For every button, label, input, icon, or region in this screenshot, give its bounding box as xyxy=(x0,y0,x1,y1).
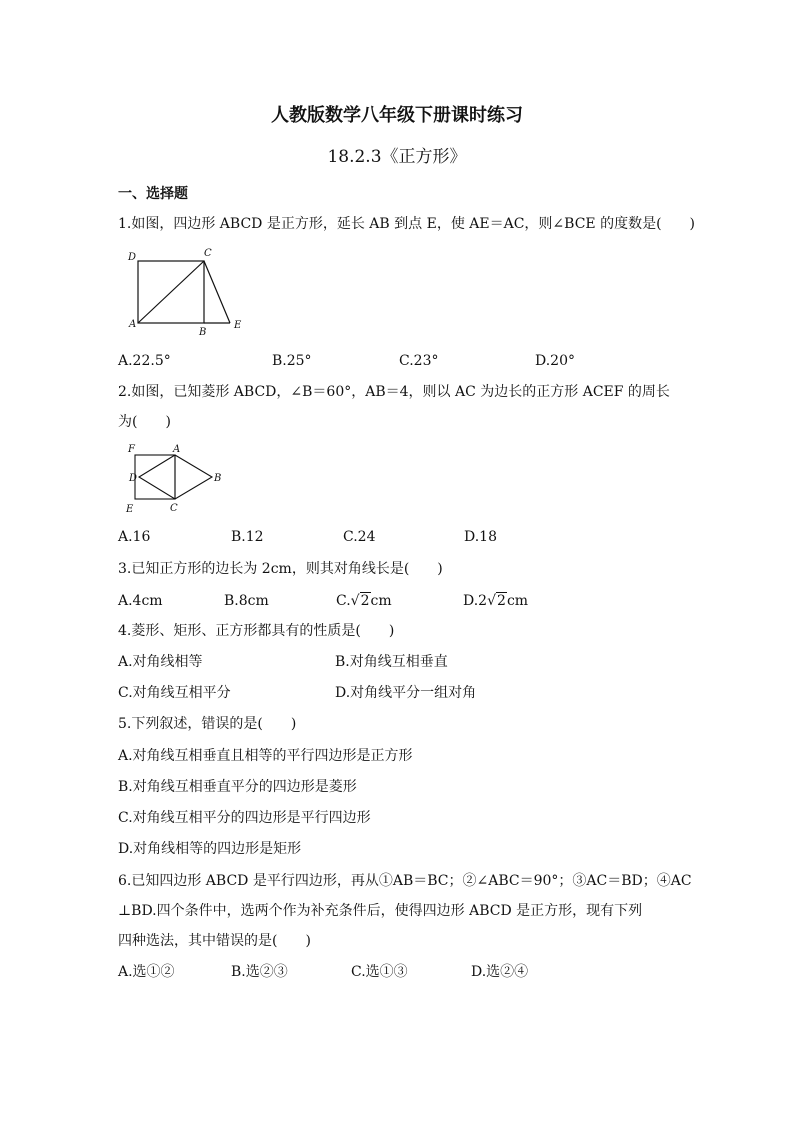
question-5-option-b: B.对角线互相垂直平分的四边形是菱形 xyxy=(118,779,357,795)
label-f: F xyxy=(128,444,135,455)
question-4-option-c: C.对角线互相平分 xyxy=(118,685,231,701)
label-d: D xyxy=(128,252,137,263)
question-6-stem-line-1: 6.已知四边形 ABCD 是平行四边形，再从①AB＝BC；②∠ABC＝90°；③AC＝BD；④AC xyxy=(118,873,692,889)
label-e: E xyxy=(126,504,134,515)
option-d-prefix: D.2 xyxy=(463,593,488,609)
question-1-option-d: D.20° xyxy=(535,353,575,369)
label-c: C xyxy=(204,248,212,259)
question-3-stem: 3.已知正方形的边长为 2cm，则其对角线长是( ) xyxy=(118,561,443,577)
question-3-option-c xyxy=(336,593,392,610)
segment-ce xyxy=(204,261,230,323)
radicand: 2 xyxy=(497,593,506,609)
question-4-option-b: B.对角线互相垂直 xyxy=(335,654,448,670)
label-e: E xyxy=(234,320,242,331)
question-5-option-c: C.对角线互相平分的四边形是平行四边形 xyxy=(118,810,371,826)
radical-sign: √ xyxy=(487,593,497,609)
question-6-stem-line-2: ⊥BD.四个条件中，选两个作为补充条件后，使得四边形 ABCD 是正方形，现有下列 xyxy=(118,903,643,919)
question-2-option-b: B.12 xyxy=(231,529,264,545)
label-a: A xyxy=(129,319,137,330)
option-d-suffix: cm xyxy=(506,593,529,609)
radical-sign: √ xyxy=(350,593,360,609)
question-5-stem: 5.下列叙述，错误的是( ) xyxy=(118,716,297,732)
diagonal-ac xyxy=(138,261,204,323)
page-subtitle: 18.2.3《正方形》 xyxy=(327,147,467,167)
label-b: B xyxy=(214,473,222,484)
square-acef xyxy=(135,455,175,499)
option-c-prefix: C. xyxy=(336,593,351,609)
question-6-stem-line-3: 四种选法，其中错误的是( ) xyxy=(118,933,311,949)
question-2-figure xyxy=(122,441,232,521)
question-1-option-a: A.22.5° xyxy=(118,353,171,369)
question-2-option-d: D.18 xyxy=(464,529,497,545)
question-6-option-d: D.选②④ xyxy=(471,964,529,980)
question-6-option-a: A.选①② xyxy=(118,964,175,980)
question-4-stem: 4.菱形、矩形、正方形都具有的性质是( ) xyxy=(118,623,395,639)
radicand: 2 xyxy=(360,593,370,609)
option-c-suffix: cm xyxy=(370,593,392,609)
question-2-option-a: A.16 xyxy=(118,529,151,545)
question-5-option-a: A.对角线互相垂直且相等的平行四边形是正方形 xyxy=(118,748,413,764)
label-d: D xyxy=(129,473,138,484)
question-1-stem: 1.如图，四边形 ABCD 是正方形，延长 AB 到点 E，使 AE＝AC，则∠BCE 的度数是( ) xyxy=(118,216,696,232)
question-3-option-a: A.4cm xyxy=(118,593,163,609)
question-6-option-b: B.选②③ xyxy=(231,964,288,980)
question-1-option-c: C.23° xyxy=(399,353,439,369)
question-2-option-c: C.24 xyxy=(343,529,376,545)
page-title: 人教版数学八年级下册课时练习 xyxy=(271,105,523,126)
question-1-figure xyxy=(122,244,262,339)
label-c: C xyxy=(170,503,178,514)
square-root xyxy=(487,593,507,610)
question-1-option-b: B.25° xyxy=(272,353,312,369)
question-5-option-d: D.对角线相等的四边形是矩形 xyxy=(118,841,302,857)
question-3-option-d xyxy=(463,593,528,610)
question-4-option-a: A.对角线相等 xyxy=(118,654,203,670)
label-b: B xyxy=(199,327,207,338)
label-a: A xyxy=(173,444,181,455)
section-heading: 一、选择题 xyxy=(118,186,188,202)
question-3-option-b: B.8cm xyxy=(224,593,269,609)
question-2-stem-line-1: 2.如图，已知菱形 ABCD，∠B＝60°，AB＝4，则以 AC 为边长的正方形 ACEF 的周长 xyxy=(118,384,670,400)
question-4-option-d: D.对角线平分一组对角 xyxy=(335,685,477,701)
question-2-stem-line-2: 为( ) xyxy=(118,414,171,430)
question-6-option-c: C.选①③ xyxy=(351,964,408,980)
square-root xyxy=(351,593,371,610)
